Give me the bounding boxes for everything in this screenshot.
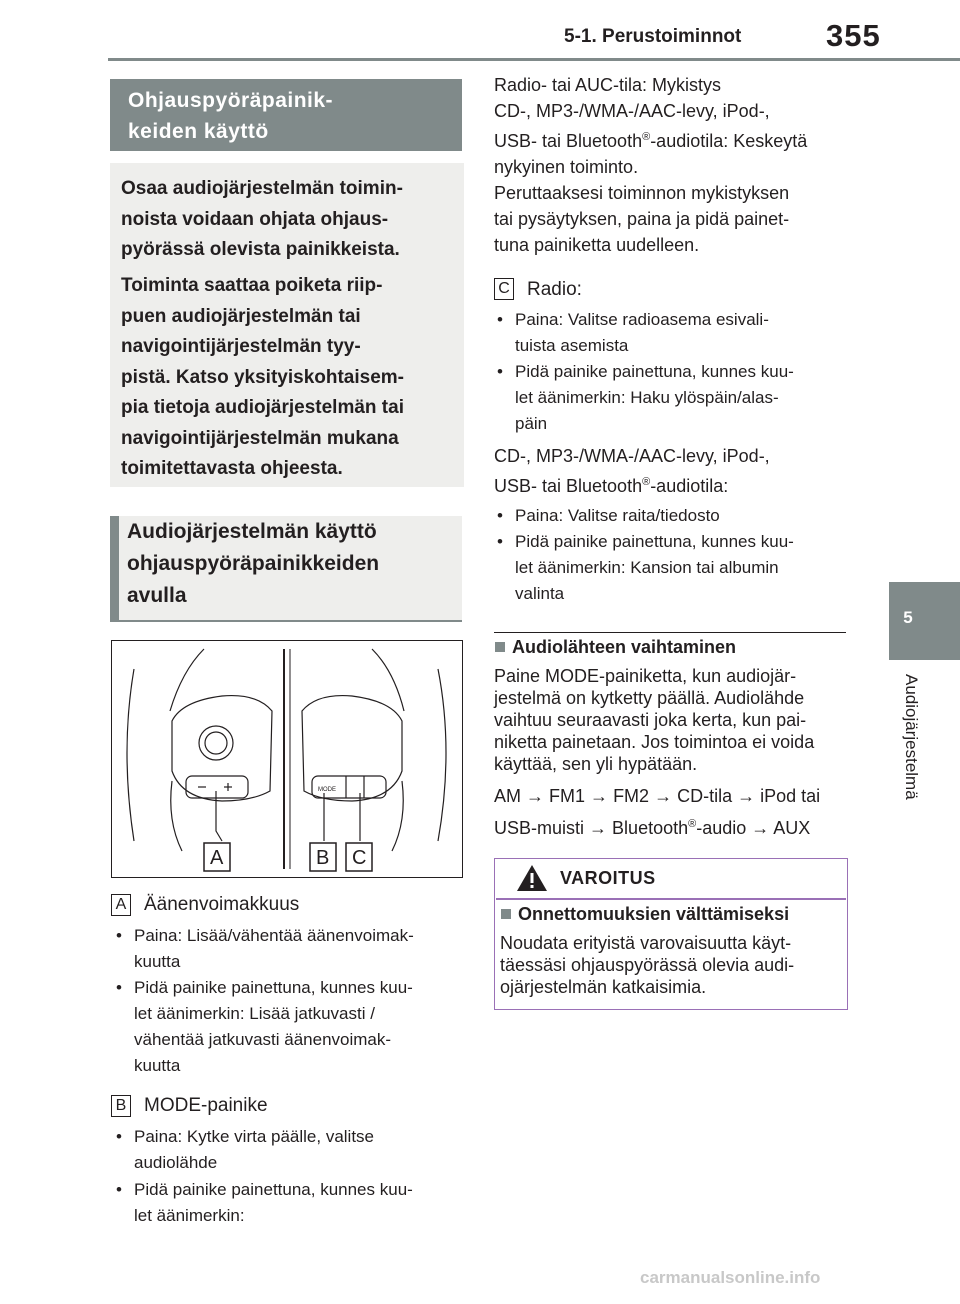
cd-mode-text: CD-, MP3-/WMA-/AAC-levy, iPod-, USB- tai Bluetooth®-audiotila: <box>494 446 770 496</box>
item-letter-a: A <box>111 894 131 916</box>
section-heading-box <box>110 79 462 151</box>
section-divider <box>494 632 846 633</box>
chapter-number: 5 <box>903 608 913 627</box>
warning-heading: Onnettomuuksien välttämiseksi <box>518 904 790 924</box>
item-a-title: Äänenvoimakkuus <box>144 894 300 915</box>
page-number: 355 <box>826 18 881 53</box>
arrow-icon: → <box>590 786 609 806</box>
callout-label-a: A <box>210 847 224 869</box>
heading-rule <box>110 620 462 622</box>
heading-accent-bar <box>110 516 119 620</box>
square-bullet-icon <box>495 642 505 652</box>
item-letter-c: C <box>494 278 514 300</box>
subheading-source-switch: Audiolähteen vaihtaminen <box>512 637 737 657</box>
item-c-title: Radio: <box>527 279 582 300</box>
callout-label-b: B <box>316 847 330 869</box>
steering-wheel-illustration <box>112 641 462 877</box>
callout-label-c: C <box>352 847 367 869</box>
square-bullet-icon <box>501 909 511 919</box>
item-letter-b: B <box>111 1095 131 1117</box>
heading-line: Ohjauspyöräpainik- <box>128 89 334 112</box>
watermark: carmanualsonline.info <box>640 1268 821 1287</box>
chapter-title: Audiojärjestelmä <box>902 674 921 800</box>
arrow-icon: → <box>737 786 756 806</box>
arrow-icon: → <box>589 818 608 838</box>
arrow-icon: → <box>526 786 545 806</box>
warning-text: Noudata erityistä varovaisuutta käyt- täessäsi ohjauspyörässä olevia audi- ojärjestelmän katkaisimia. <box>500 933 795 997</box>
header-rule <box>108 58 960 61</box>
source-sequence: AM → FM1 → FM2 → CD-tila → iPod tai USB-muisti → Bluetooth®-audio → AUX <box>494 786 821 838</box>
arrow-icon: → <box>751 818 770 838</box>
warning-triangle-icon <box>516 864 548 892</box>
mode-button-text: MODE <box>318 787 336 793</box>
arrow-icon: → <box>654 786 673 806</box>
steering-wheel-figure <box>111 640 463 878</box>
mode-continued-text: Radio- tai AUC-tila: Mykistys CD-, MP3-/WMA-/AAC-levy, iPod-, USB- tai Bluetooth®-audiotila: Keskeytä nykyinen toiminto. Peruttaaksesi toiminnon mykistyksen tai pysäytyksen, paina ja pidä painet- tuna painiketta uudelleen. <box>494 75 808 255</box>
heading-line: keiden käyttö <box>128 120 269 143</box>
warning-header <box>496 860 846 900</box>
source-switch-paragraph: Paine MODE-painiketta, kun audiojär- jestelmä on kytketty päällä. Audiolähde vaihtuu seuraavasti joka kerta, kun pai- niketta painetaan. Jos toimintoa ei voida käyttää, sen yli hypätään. <box>494 666 815 774</box>
intro-box <box>110 163 464 487</box>
intro-paragraph-2: Toiminta saattaa poiketa riip- puen audiojärjestelmän tai navigointijärjestelmän tyy- pistä. Katso yksityiskohtaisem- pia tietoja audiojärjestelmän tai navigointijärjestelmän mukana toimitettavasta ohjeesta. <box>121 275 404 479</box>
section-title: 5-1. Perustoiminnot <box>564 26 742 47</box>
item-b-title: MODE-painike <box>144 1095 268 1116</box>
intro-paragraph-1: Osaa audiojärjestelmän toimin- noista voidaan ohjata ohjaus- pyörässä olevista painikkeista. <box>121 178 403 260</box>
warning-title: VAROITUS <box>560 868 656 888</box>
subsection-heading-box: Audiojärjestelmän käyttö ohjauspyöräpainikkeiden avulla <box>110 516 462 620</box>
